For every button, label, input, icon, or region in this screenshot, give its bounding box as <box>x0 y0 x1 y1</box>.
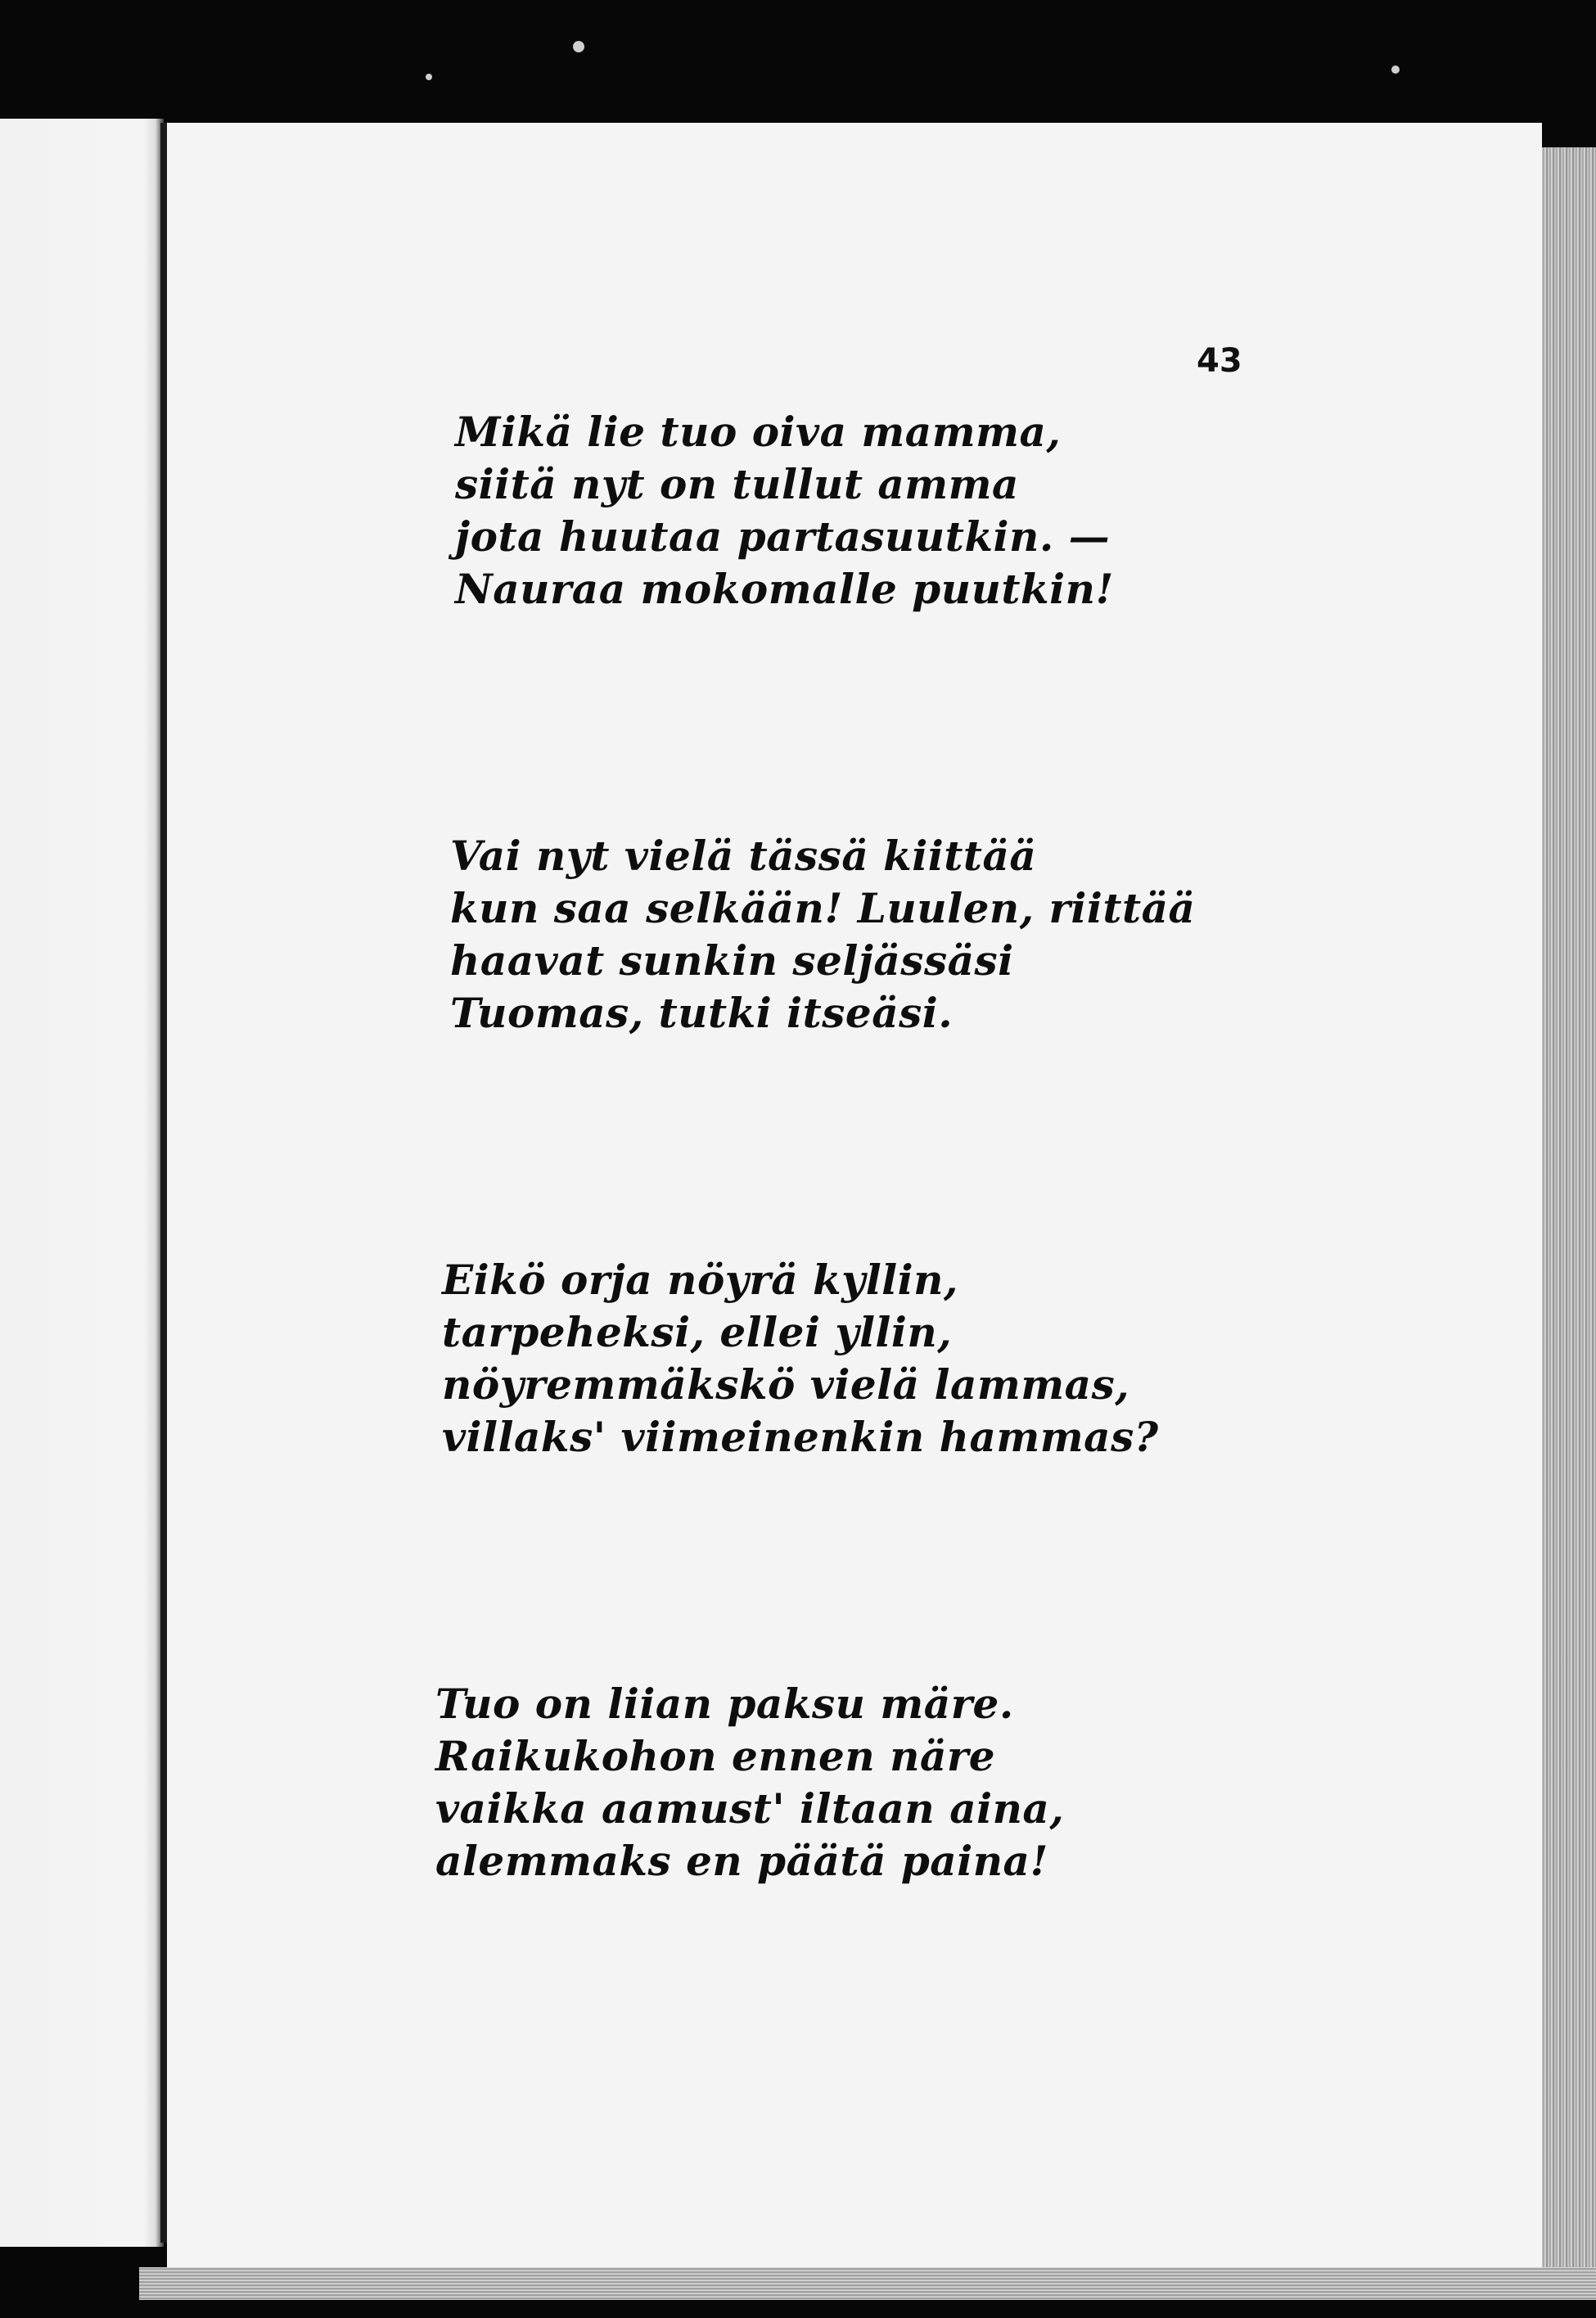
poem-line: haavat sunkin seljässäsi <box>450 936 1014 985</box>
poem-line: nöyremmäkskö vielä lammas, <box>442 1360 1130 1409</box>
poem-stanza <box>455 406 1114 616</box>
poem-line: kun saa selkään! Luulen, riittää <box>450 884 1196 932</box>
poem-line: Raikukohon ennen näre <box>435 1732 996 1780</box>
book-gutter <box>160 123 167 2243</box>
poem-line: tarpeheksi, ellei yllin, <box>442 1308 953 1356</box>
poem-line: jota huutaa partasuutkin. — <box>455 512 1111 561</box>
page-bottom-edge <box>139 2267 1596 2300</box>
poem-line: Tuo on liian paksu märe. <box>435 1680 1014 1728</box>
scan-speck <box>573 41 584 52</box>
poem-line: Tuomas, tutki itseäsi. <box>450 989 954 1037</box>
poem-line: siitä nyt on tullut amma <box>455 460 1019 508</box>
poem-line: vaikka aamust' iltaan aina, <box>435 1784 1065 1833</box>
poem-line: Nauraa mokomalle puutkin! <box>455 565 1114 613</box>
poem-line: alemmaks en päätä paina! <box>435 1837 1048 1885</box>
scan-speck <box>426 74 432 80</box>
poem-line: Vai nyt vielä tässä kiittää <box>450 832 1037 880</box>
poem-line: Mikä lie tuo oiva mamma, <box>455 408 1062 456</box>
poem-line: villaks' viimeinenkin hammas? <box>442 1413 1159 1461</box>
poem-stanza <box>442 1254 1159 1463</box>
poem-stanza <box>450 830 1195 1039</box>
poem-line: Eikö orja nöyrä kyllin, <box>442 1256 958 1304</box>
facing-page-edge <box>0 119 164 2247</box>
page-number: 43 <box>1197 342 1242 380</box>
page-stack-edge <box>1542 147 1596 2292</box>
poem-stanza <box>435 1678 1064 1887</box>
scan-speck <box>1391 65 1400 74</box>
